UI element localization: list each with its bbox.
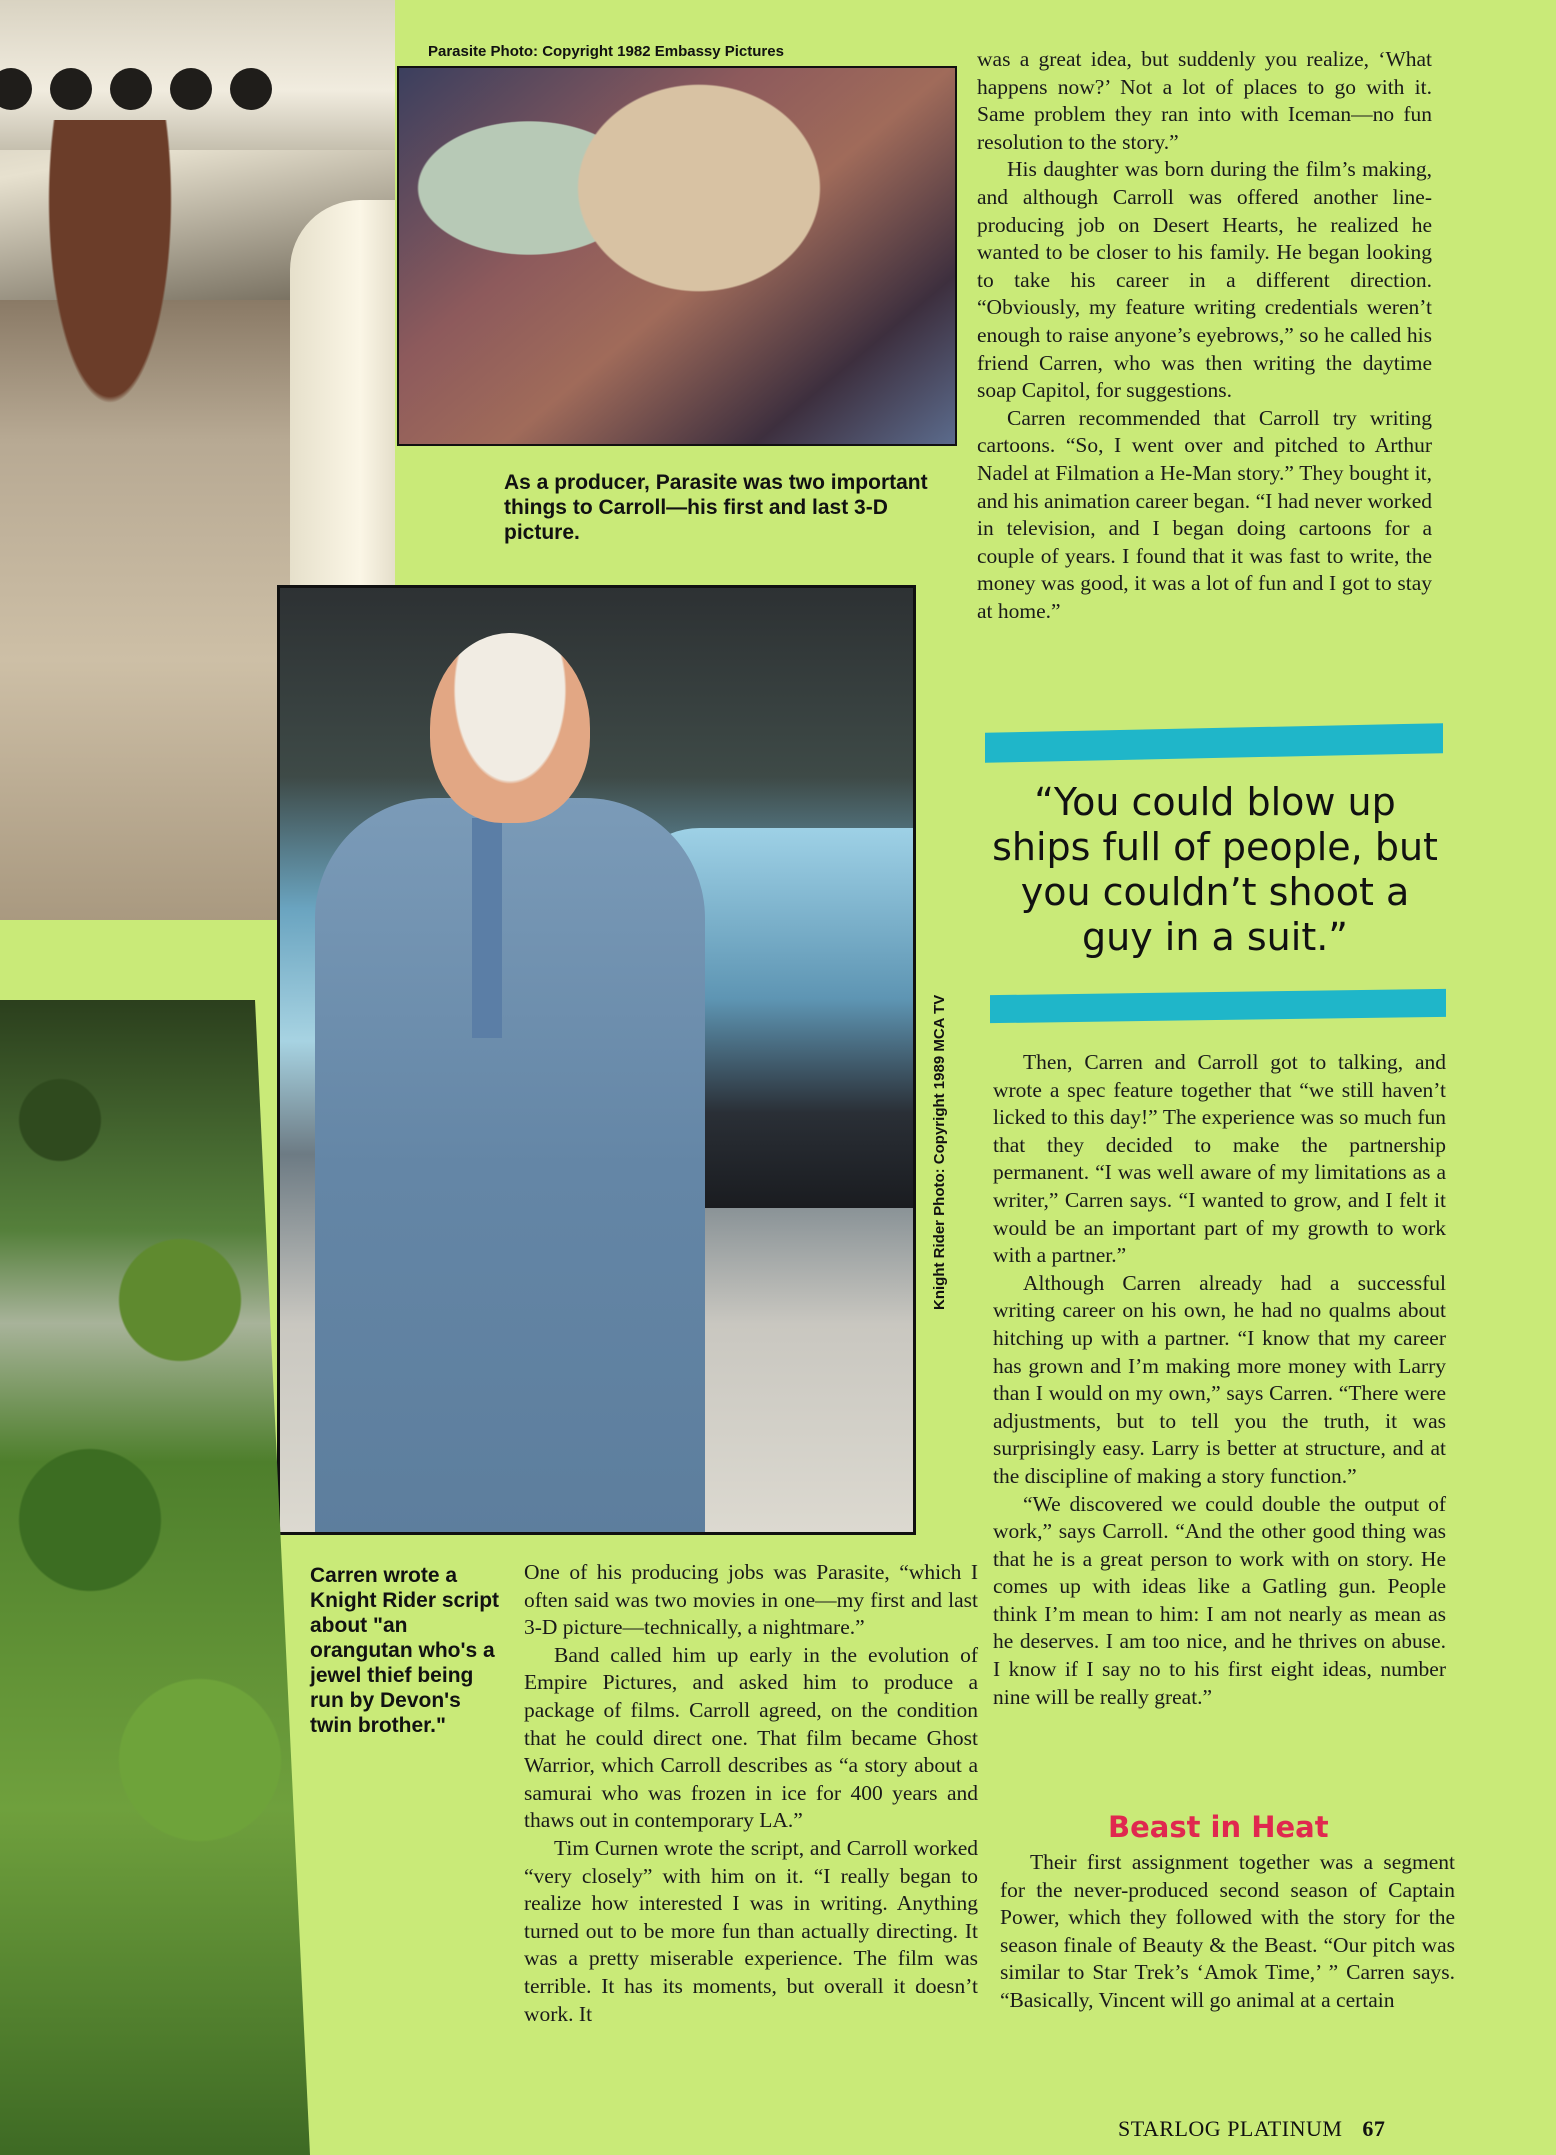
paragraph: Although Carren already had a successful writing career on his own, he had no qualms about hitching up with a partner. “I know that my career has grown and I’m making more money with Larry than I would on my own,” says Carren. “There were adjustments, but to tell you the truth, it was surprisingly easy. Larry is better at structure, and at the discipline of making a story function.” [993, 1270, 1446, 1488]
article-column-center [524, 1559, 978, 2028]
page-footer [1118, 2116, 1385, 2142]
photo-credit-knight-rider: Knight Rider Photo: Copyright 1989 MCA TV [931, 994, 948, 1310]
article-column-right-bottom [1000, 1849, 1455, 2015]
paragraph: was a great idea, but suddenly you realize, ‘What happens now?’ Not a lot of places to go with it. Same problem they ran into with Iceman—no fun resolution to the story.” [977, 47, 1432, 154]
paragraph: Then, Carren and Carroll got to talking, and wrote a spec feature together that “we still haven’t licked to this day!” The experience was so much fun that they decided to make the partnership permanent. “I was well aware of my limitations as a writer,” Carren says. “I wanted to grow, and I felt it would be an important part of my growth to work with a partner.” [993, 1050, 1446, 1268]
garden-photo [0, 1000, 310, 2155]
article-column-right-mid [993, 1049, 1446, 1711]
article-column-right-top [977, 46, 1432, 625]
paragraph: Their first assignment together was a segment for the never-produced second season of Captain Power, which they followed with the story for the season finale of Beauty & the Beast. “Our pitch was similar to Star Trek’s ‘Amok Time,’ ” Carren says. “Basically, Vincent will go animal at a certain [1000, 1850, 1455, 2012]
paragraph: Tim Curnen wrote the script, and Carroll worked “very closely” with him on it. “I really began to realize how interested I was in writing. Anything turned out to be more fun than actually directing. It was a pretty miserable experience. The film was terrible. It has its moments, but overall it doesn’t work. It [524, 1835, 978, 2026]
knight-rider-photo [277, 585, 916, 1535]
paragraph: “We discovered we could double the output of work,” says Carroll. “And the other good thing was that he is a great person to work with on story. He comes up with ideas like a Gatling gun. People think I’m mean to him: I am not nearly as mean as he deserves. I am too nice, and he thrives on abuse. I know if I say no to his first eight ideas, number nine will be really great.” [993, 1491, 1446, 1709]
magazine-name: STARLOG PLATINUM [1118, 2116, 1343, 2141]
photo-credit-parasite: Parasite Photo: Copyright 1982 Embassy Pictures [428, 43, 784, 60]
caption-knight-rider: Carren wrote a Knight Rider script about "an orangutan who's a jewel thief being run by Devon's twin brother." [310, 1564, 500, 1737]
page-number: 67 [1362, 2116, 1386, 2141]
pull-quote-bar-top [985, 723, 1443, 763]
parasite-photo [397, 66, 957, 446]
paragraph: Carren recommended that Carroll try writing cartoons. “So, I went over and pitched to Arthur Nadel at Filmation a He-Man story.” They bought it, and his animation career began. “I had never worked in television, and I began doing cartoons for a couple of years. I found that it was fast to write, the money was good, it was a lot of fun and I got to stay at home.” [977, 405, 1432, 623]
section-subhead: Beast in Heat [1108, 1810, 1329, 1844]
paragraph: Band called him up early in the evolution of Empire Pictures, and asked him to produce a package of films. Carroll agreed, on the condition that he could direct one. That film became Ghost Warrior, which Carroll describes as “a story about a samurai who was frozen in ice for 400 years and thaws out in contemporary LA.” [524, 1642, 978, 1833]
caption-parasite: As a producer, Parasite was two important things to Carroll—his first and last 3-D picture. [504, 471, 928, 544]
pull-quote-bar-bottom [990, 989, 1446, 1023]
paragraph: One of his producing jobs was Parasite, “which I often said was two movies in one—my first and last 3-D picture—technically, a nightmare.” [524, 1560, 978, 1640]
paragraph: His daughter was born during the film’s making, and although Carroll was offered another line-producing job on Desert Hearts, he realized he wanted to be closer to his family. He began looking to take his career in a different direction. “Obviously, my feature writing credentials weren’t enough to raise anyone’s eyebrows,” so he called his friend Carren, who was then writing the daytime soap Capitol, for suggestions. [977, 157, 1432, 403]
pull-quote: “You could blow up ships full of people, but you couldn’t shoot a guy in a suit.” [992, 780, 1438, 959]
